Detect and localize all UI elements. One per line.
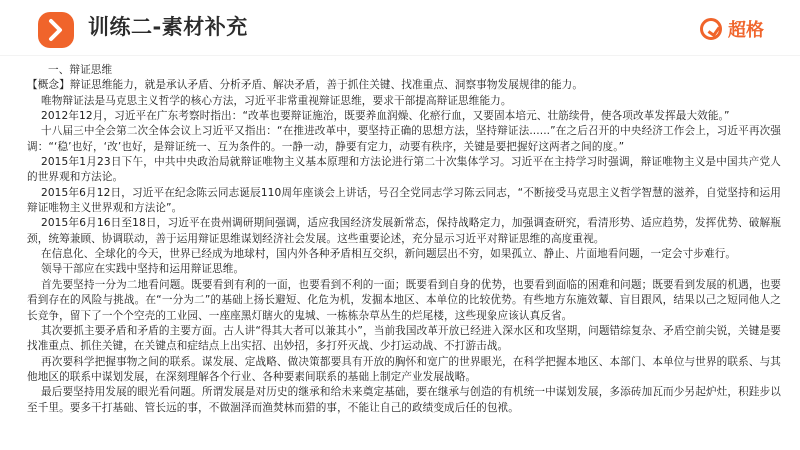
brand-logo <box>700 17 764 41</box>
paragraph: 再次要科学把握事物之间的联系。谋发展、定战略、做决策都要具有开放的胸怀和宽广的世界眼光，在科学把握本地区、本部门、本单位与世界的联系、与其他地区的联系中谋划发展，在深刻理解各个行业、各种要素间联系的基础上制定产业发展战略。 <box>27 355 781 383</box>
paragraph: 其次要抓主要矛盾和矛盾的主要方面。古人讲“得其大者可以兼其小”，当前我国改革开放已经进入深水区和攻坚期，问题错综复杂、矛盾空前尖锐，关键是要找准重点、抓住关键，在关键点和症结点上出实招、出妙招，多打歼灭战、少打运动战、不打游击战。 <box>27 324 781 353</box>
paragraph: 在信息化、全球化的今天，世界已经成为地球村，国内外各种矛盾相互交织，新问题层出不穷，如果孤立、静止、片面地看问题，一定会寸步难行。 <box>41 248 737 261</box>
paragraph: 领导干部应在实践中坚持和运用辩证思维。 <box>41 263 245 276</box>
paragraph: 2015年6月12日，习近平在纪念陈云同志诞辰110周年座谈会上讲话，号召全党同志学习陈云同志，“不断接受马克思主义哲学智慧的滋养，自觉坚持和运用辩证唯物主义世界观和方法论”。 <box>27 186 781 215</box>
paragraph: 十八届三中全会第二次全体会议上习近平又指出：“在推进改革中，要坚持正确的思想方法，坚持辩证法......”在之后召开的中央经济工作会上，习近平再次强调：“‘稳’也好，‘改’也好，是辩证统一、互为条件的。一静一动，静要有定力，动要有秩序，关键是要把握好这两者之间的度。” <box>27 125 781 153</box>
concept-paragraph: 【概念】辩证思维能力，就是承认矛盾、分析矛盾、解决矛盾，善于抓住关键、找准重点、洞察事物发展规律的能力。 <box>27 79 584 92</box>
check-circle-icon <box>700 18 722 40</box>
paragraph: 首先要坚持一分为二地看问题。既要看到有利的一面，也要看到不利的一面；既要看到自身的优势，也要看到面临的困难和问题；既要看到发展的机遇，也要看到存在的风险与挑战。在“一分为二”的基础上扬长避短、化危为机，发掘本地区、本单位的比较优势。有些地方东施效颦、盲目跟风，结果以己之短同他人之长竞争，留下了一个个空壳的工业园、一座座黑灯瞎火的鬼城、一栋栋杂草丛生的烂尾楼，这些现象应该认真反省。 <box>27 278 781 322</box>
arrow-right-icon <box>38 12 74 48</box>
paragraph: 2012年12月，习近平在广东考察时指出：“改革也要辩证施治，既要养血润燥、化瘀行血，又要固本培元、壮筋续骨，使各项改革发挥最大效能。” <box>41 110 730 123</box>
section-heading: 一、辩证思维 <box>48 64 113 76</box>
paragraph: 2015年6月16日至18日，习近平在贵州调研期间强调，适应我国经济发展新常态，保持战略定力，加强调查研究，看清形势、适应趋势，发挥优势、破解瓶颈，统筹兼顾、协调联动，善于运用辩证思维谋划经济社会发展。这些重要论述，充分显示习近平对辩证思维的高度重视。 <box>27 217 781 245</box>
slide-header <box>0 0 800 56</box>
page-title: 训练二-素材补充 <box>88 15 248 39</box>
paragraph: 最后要坚持用发展的眼光看问题。所谓发展是对历史的继承和给未来奠定基础，要在继承与创造的有机统一中谋划发展，多添砖加瓦而少另起炉灶，积跬步以至千里。要多干打基础、管长远的事，不做涸泽而渔焚林而猎的事，不能让自己的政绩变成后任的包袱。 <box>27 386 781 414</box>
paragraph: 2015年1月23日下午，中共中央政治局就辩证唯物主义基本原理和方法论进行第二十次集体学习。习近平在主持学习时强调，辩证唯物主义是中国共产党人的世界观和方法论。 <box>27 156 781 184</box>
header-divider <box>0 55 800 56</box>
brand-name: 超格 <box>728 20 764 41</box>
paragraph: 唯物辩证法是马克思主义哲学的核心方法，习近平非常重视辩证思维，要求干部提高辩证思维能力。 <box>41 94 512 107</box>
article-body <box>27 63 781 445</box>
